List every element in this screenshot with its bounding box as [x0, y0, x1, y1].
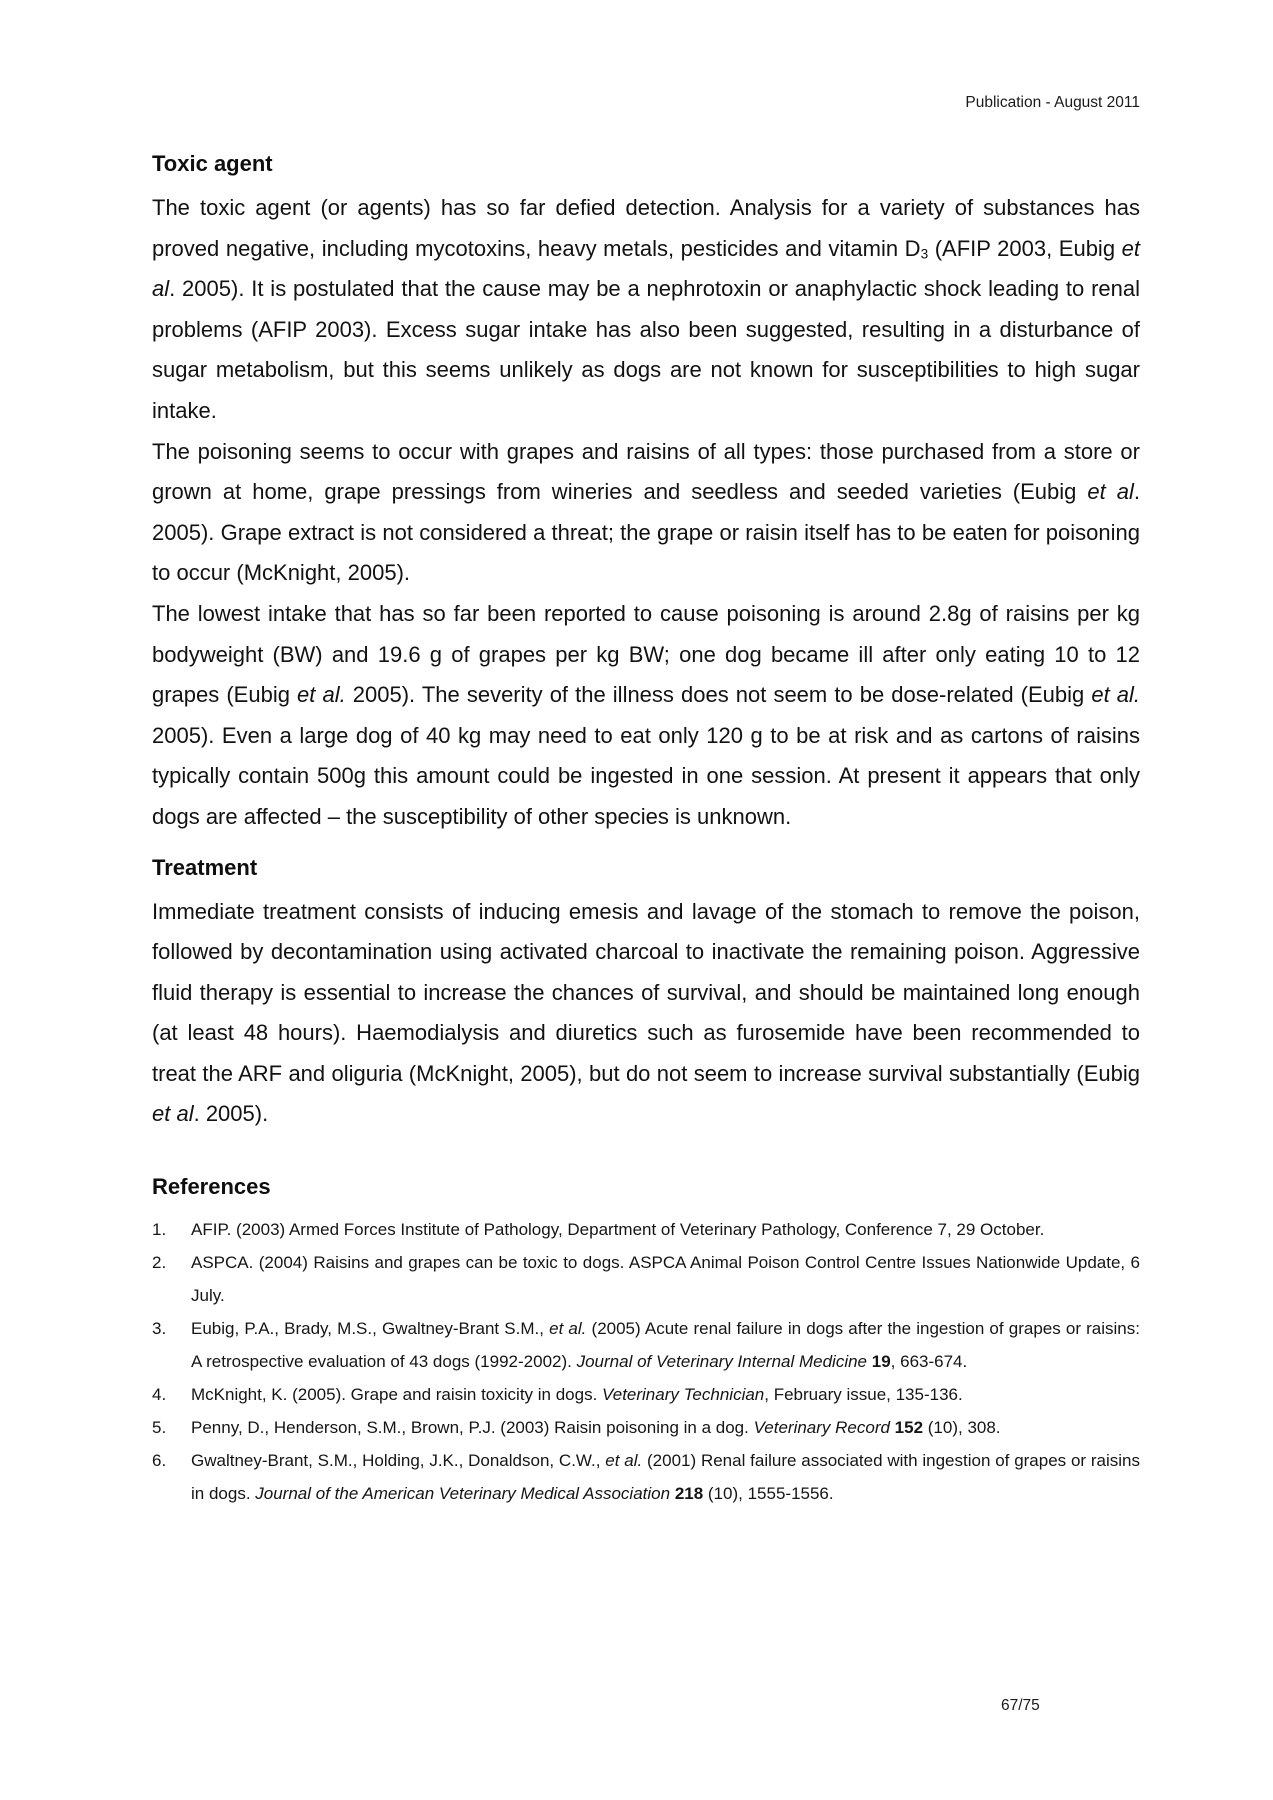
reference-item-2: 2. ASPCA. (2004) Raisins and grapes can be toxic to dogs. ASPCA Animal Poison Control Centre Issues Nationwide Update, 6 July.: [152, 1253, 1140, 1306]
treatment-paragraph: Immediate treatment consists of inducing emesis and lavage of the stomach to remove the poison, followed by decontamination using activated charcoal to inactivate the remaining poison. Aggressive fluid therapy is essential to increase the chances of survival, and should be maintained long enough (at least 48 hours). Haemodialysis and diuretics such as furosemide have been recommended to treat the ARF and oliguria (McKnight, 2005), but do not seem to increase survival substantially (Eubig et al. 2005).: [152, 898, 1140, 1127]
references-list: [152, 1213, 1140, 1510]
page-number: 67/75: [1001, 1697, 1040, 1714]
reference-item-3: 3. Eubig, P.A., Brady, M.S., Gwaltney-Brant S.M., et al. (2005) Acute renal failure in dogs after the ingestion of grapes or raisins: A retrospective evaluation of 43 dogs (1992-2002). Journal of Veterinary Internal Medicine 19, 663-674.: [152, 1319, 1140, 1372]
toxic-agent-paragraph-1: The toxic agent (or agents) has so far defied detection. Analysis for a variety of substances has proved negative, including mycotoxins, heavy metals, pesticides and vitamin $D_3$ (AFIP 2003, Eubig et al. 2005). It is postulated that the cause may be a nephrotoxin or anaphylactic shock leading to renal problems (AFIP 2003). Excess sugar intake has also been suggested, resulting in a disturbance of sugar metabolism, but this seems unlikely as dogs are not known for susceptibilities to high sugar intake.: [152, 195, 1140, 423]
document-body: [152, 148, 1140, 1510]
publication-header: Publication - August 2011: [965, 94, 1140, 111]
section-title-treatment: Treatment: [152, 854, 258, 880]
reference-item-5: 5. Penny, D., Henderson, S.M., Brown, P.J. (2003) Raisin poisoning in a dog. Veterinary Record 152 (10), 308.: [152, 1418, 1001, 1438]
reference-item-6: 6. Gwaltney-Brant, S.M., Holding, J.K., Donaldson, C.W., et al. (2001) Renal failure associated with ingestion of grapes or raisins in dogs. Journal of the American Veterinary Medical Association 218 (10), 1555-1556.: [152, 1451, 1141, 1504]
section-title-toxic-agent: Toxic agent: [152, 151, 273, 176]
section-title-references: References: [152, 1174, 271, 1200]
toxic-agent-paragraph-2: The poisoning seems to occur with grapes and raisins of all types: those purchased from a store or grown at home, grape pressings from wineries and seedless and seeded varieties (Eubig et al. 2005). Grape extract is not considered a threat; the grape or raisin itself has to be eaten for poisoning to occur (McKnight, 2005).: [152, 438, 1140, 586]
toxic-agent-paragraph-3: The lowest intake that has so far been reported to cause poisoning is around 2.8g of raisins per kg bodyweight (BW) and 19.6 g of grapes per kg BW; one dog became ill after only eating 10 to 12 grapes (Eubig et al. 2005). The severity of the illness does not seem to be dose-related (Eubig et al. 2005). Even a large dog of 40 kg may need to eat only 120 g to be at risk and as cartons of raisins typically contain 500g this amount could be ingested in one session. At present it appears that only dogs are affected – the susceptibility of other species is unknown.: [152, 600, 1141, 829]
reference-item-4: 4. McKnight, K. (2005). Grape and raisin toxicity in dogs. Veterinary Technician, February issue, 135-136.: [152, 1385, 963, 1405]
reference-item-1: 1. AFIP. (2003) Armed Forces Institute of Pathology, Department of Veterinary Pathology, Conference 7, 29 October.: [152, 1220, 1045, 1240]
